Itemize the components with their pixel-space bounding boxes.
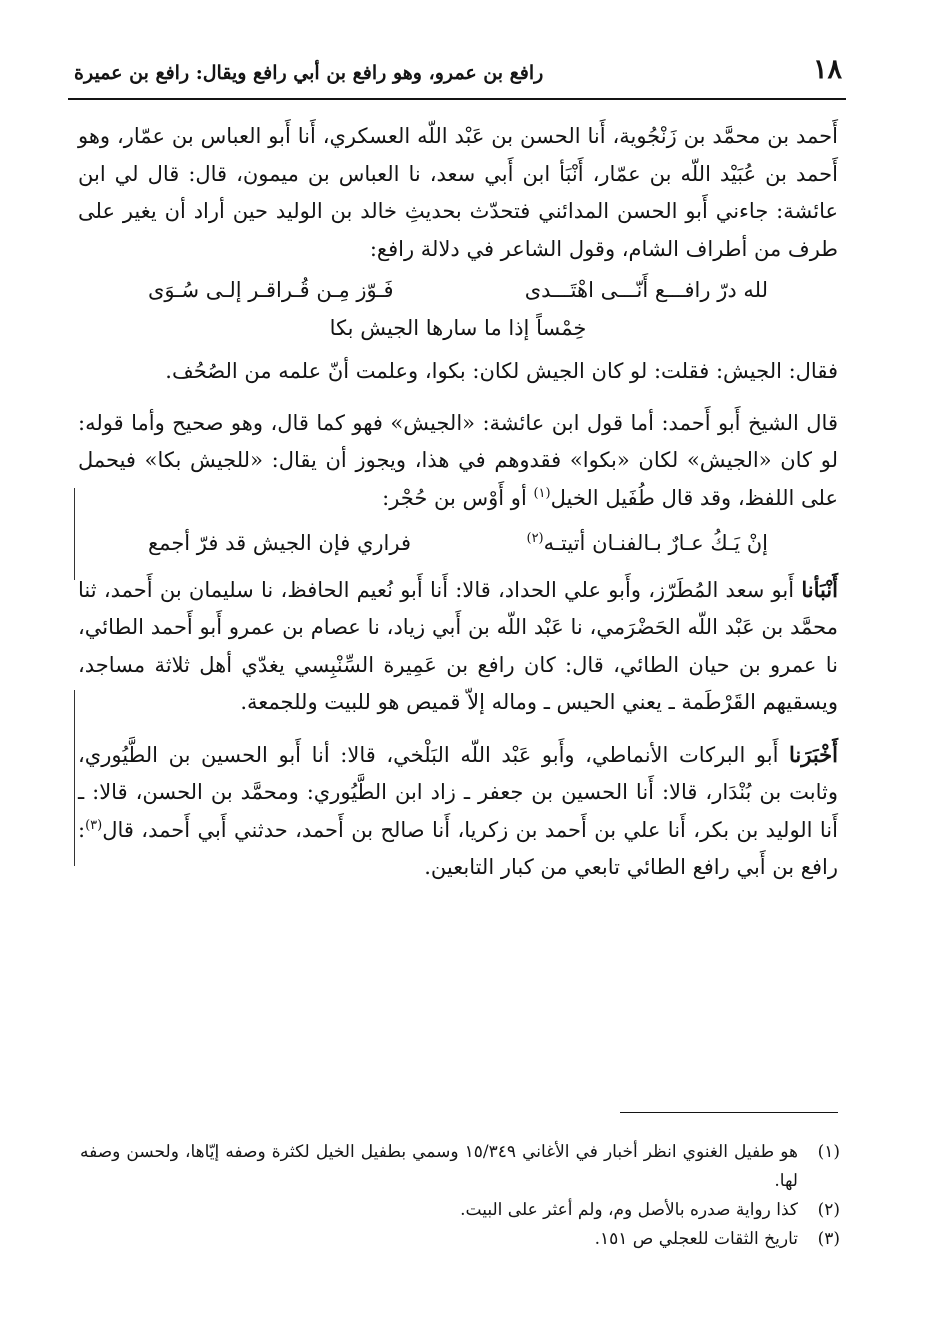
verse-hemistich: فراري فإن الجيش قد فرّ أجمع xyxy=(148,531,411,555)
transmission-lead: أَنْبَأنا xyxy=(801,576,838,602)
margin-rule xyxy=(74,690,75,866)
footnote xyxy=(80,1196,840,1225)
footnote-ref: (٢) xyxy=(526,531,544,546)
running-title: رافع بن عمرو، وهو رافع بن أبي رافع ويقال: رافع بن عميرة xyxy=(74,62,544,84)
paragraph xyxy=(78,405,838,518)
verse-hemistich: فَـوّز مِـن قُـراقـر إلـى سُـوَى xyxy=(148,278,394,302)
page-header xyxy=(68,52,846,100)
footnote-number: (١) xyxy=(817,1142,840,1162)
verse-hemistich-group xyxy=(526,525,768,563)
transmission-lead: أَخْبَرَنا xyxy=(789,741,838,767)
footnote xyxy=(80,1225,840,1254)
footnote-ref: (١) xyxy=(533,485,551,501)
paragraph-text: أو أَوْس بن حُجْر: xyxy=(382,485,534,510)
verse-line xyxy=(148,272,768,310)
paragraph-text: : رافع بن أَبي رافع الطائي تابعي من كبار التابعين. xyxy=(78,817,838,879)
footnote-text: كذا رواية صدره بالأصل وم، ولم أعثر على البيت. xyxy=(460,1200,798,1220)
page-number: ١٨ xyxy=(812,54,842,85)
main-text xyxy=(78,118,838,887)
verse-hemistich: إنْ يَـكُ عـارٌ بـالفنـان أتيتـه xyxy=(543,531,768,555)
footnote xyxy=(80,1138,840,1196)
paragraph-text: قال الشيخ أَبو أَحمد: أما قول ابن عائشة: «الجيش» فهو كما قال، وهو صحيح وأما قوله: لو كان «الجيش» لكان «بكوا» فقدوهم في هذا، ويجوز أن يقال: «للجيش بكا» فيحمل على اللفظ، وقد قال طُفَيل الخيل xyxy=(78,410,838,510)
footnote-separator xyxy=(620,1112,838,1113)
footnote-number: (٣) xyxy=(817,1229,840,1249)
paragraph-text: أَبو سعد المُطَرّز، وأَبو علي الحداد، قالا: أَنا أَبو نُعيم الحافظ، نا سليمان بن أَحمد، ثنا محمَّد بن عَبْد اللّه الحَضْرَمي، نا عَبْد اللّه بن أَبي زياد، نا عصام بن عمرو أَبو أَحمد الطائي، نا عمرو بن حيان الطائي، قال: كان رافع بن عَمِيرة السِّنْبِسي يغدّي أهل ثلاثة مساجد، ويسقيهم القَرْطَمة ـ يعني الحيس ـ وماله إلاّ قميص هو للبيت وللجمعة. xyxy=(78,577,838,714)
verse-hemistich: لله درّ رافـــع أَنّـــى اهْتَـــدى xyxy=(524,278,768,302)
paragraph xyxy=(78,571,838,722)
footnote-number: (٢) xyxy=(817,1200,840,1220)
paragraph-text: أَبو البركات الأنماطي، وأَبو عَبْد اللّه البَلْخي، قالا: أنا أَبو الحسين بن الطَّيُوري، وثابت بن بُنْدَار، قالا: أَنا الحسين بن جعفر ـ زاد ابن الطَّيُوري: ومحمَّد بن الحسن، قالا: ـ أَنا الوليد بن بكر، أَنا علي بن أَحمد بن زكريا، أَنا صالح بن أَحمد، حدثني أَبي أَحمد، قال xyxy=(78,742,838,842)
verse-continuation: خِمْساً إذا ما سارها الجيش بكا xyxy=(329,315,587,340)
footnote-ref: (٣) xyxy=(85,817,103,833)
footnote-text: تاريخ الثقات للعجلي ص ١٥١. xyxy=(594,1229,798,1249)
footnotes xyxy=(80,1138,840,1254)
paragraph: فقال: الجيش: فقلت: لو كان الجيش لكان: بكوا، وعلمت أنّ علمه من الصُحُف. xyxy=(165,359,838,383)
footnote-text: هو طفيل الغنوي انظر أخبار في الأغاني ١٥/٣٤٩ وسمي بطفيل الخيل لكثرة وصفه إيّاها، ولحسن وصفه لها. xyxy=(80,1142,798,1191)
verse-line xyxy=(148,525,768,563)
margin-rule xyxy=(74,488,75,580)
paragraph: أَحمد بن محمَّد بن زَنْجُوية، أَنا الحسن بن عَبْد اللّه العسكري، أَنا أَبو العباس بن عمّار، وهو أَحمد بن عُبَيْد اللّه بن عمّار، أَنْبَأ ابن أَبي سعد، نا العباس بن ميمون، قال: قال لي ابن عائشة: جاءني أَبو الحسن المدائني فتحدّث بحديثِ خالد بن الوليد حين أراد أن يغير على طرف من أطراف الشام، وقول الشاعر في دلالة رافع: xyxy=(78,124,838,261)
paragraph xyxy=(78,736,838,887)
